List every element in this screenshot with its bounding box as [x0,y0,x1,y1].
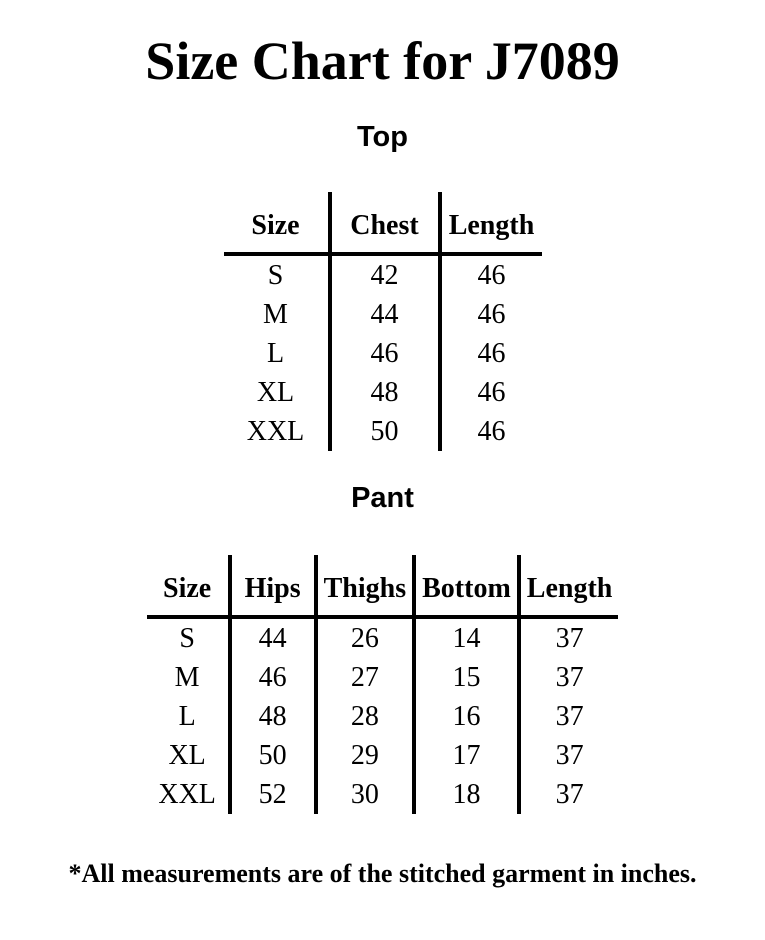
table-row [147,697,619,736]
section-label-pant: Pant [351,482,414,515]
value-cell: 18 [414,775,519,814]
value-cell: 46 [440,412,542,451]
value-cell: 52 [230,775,316,814]
value-cell: 14 [414,617,519,658]
value-cell: 37 [519,697,619,736]
column-header-length: Length [519,555,619,617]
value-cell: 48 [230,697,316,736]
size-cell: XXL [246,416,305,448]
table-row [224,373,542,412]
pant-size-table [147,555,619,814]
value-cell: 37 [519,658,619,697]
value-cell: 26 [316,617,415,658]
value-cell: 48 [330,373,440,412]
value-cell: 44 [230,617,316,658]
table-row [147,736,619,775]
column-header-thighs: Thighs [316,555,415,617]
value-cell: 29 [316,736,415,775]
value-cell: 46 [440,254,542,295]
size-cell: L [266,338,285,370]
size-cell: M [263,299,288,331]
column-header-size: Size [224,192,330,254]
value-cell: 28 [316,697,415,736]
value-cell: 37 [519,617,619,658]
column-header-length: Length [440,192,542,254]
section-label-top: Top [357,121,408,154]
table-row [224,254,542,295]
size-cell: S [267,260,284,292]
column-header-hips: Hips [230,555,316,617]
column-header-chest: Chest [330,192,440,254]
table-row [224,295,542,334]
value-cell: 46 [440,295,542,334]
value-cell: 37 [519,775,619,814]
size-cell: M [174,662,200,694]
value-cell: 15 [414,658,519,697]
measurement-footnote: *All measurements are of the stitched garment in inches. [68,859,697,889]
size-cell: XL [168,740,206,772]
value-cell: 50 [230,736,316,775]
table-row [147,617,619,658]
top-size-table [224,192,542,451]
table-row [147,658,619,697]
column-header-size: Size [147,555,230,617]
table-row [147,775,619,814]
value-cell: 30 [316,775,415,814]
table-row [224,334,542,373]
value-cell: 46 [440,334,542,373]
value-cell: 46 [440,373,542,412]
size-cell: L [178,701,196,733]
header-row [147,555,619,617]
column-header-bottom: Bottom [414,555,519,617]
value-cell: 37 [519,736,619,775]
size-cell: XXL [158,779,216,811]
size-cell: S [179,623,195,655]
value-cell: 27 [316,658,415,697]
value-cell: 46 [230,658,316,697]
header-row [224,192,542,254]
value-cell: 17 [414,736,519,775]
value-cell: 50 [330,412,440,451]
value-cell: 42 [330,254,440,295]
page-title: Size Chart for J7089 [145,31,620,91]
size-cell: XL [256,377,295,409]
value-cell: 16 [414,697,519,736]
table-row [224,412,542,451]
value-cell: 46 [330,334,440,373]
value-cell: 44 [330,295,440,334]
